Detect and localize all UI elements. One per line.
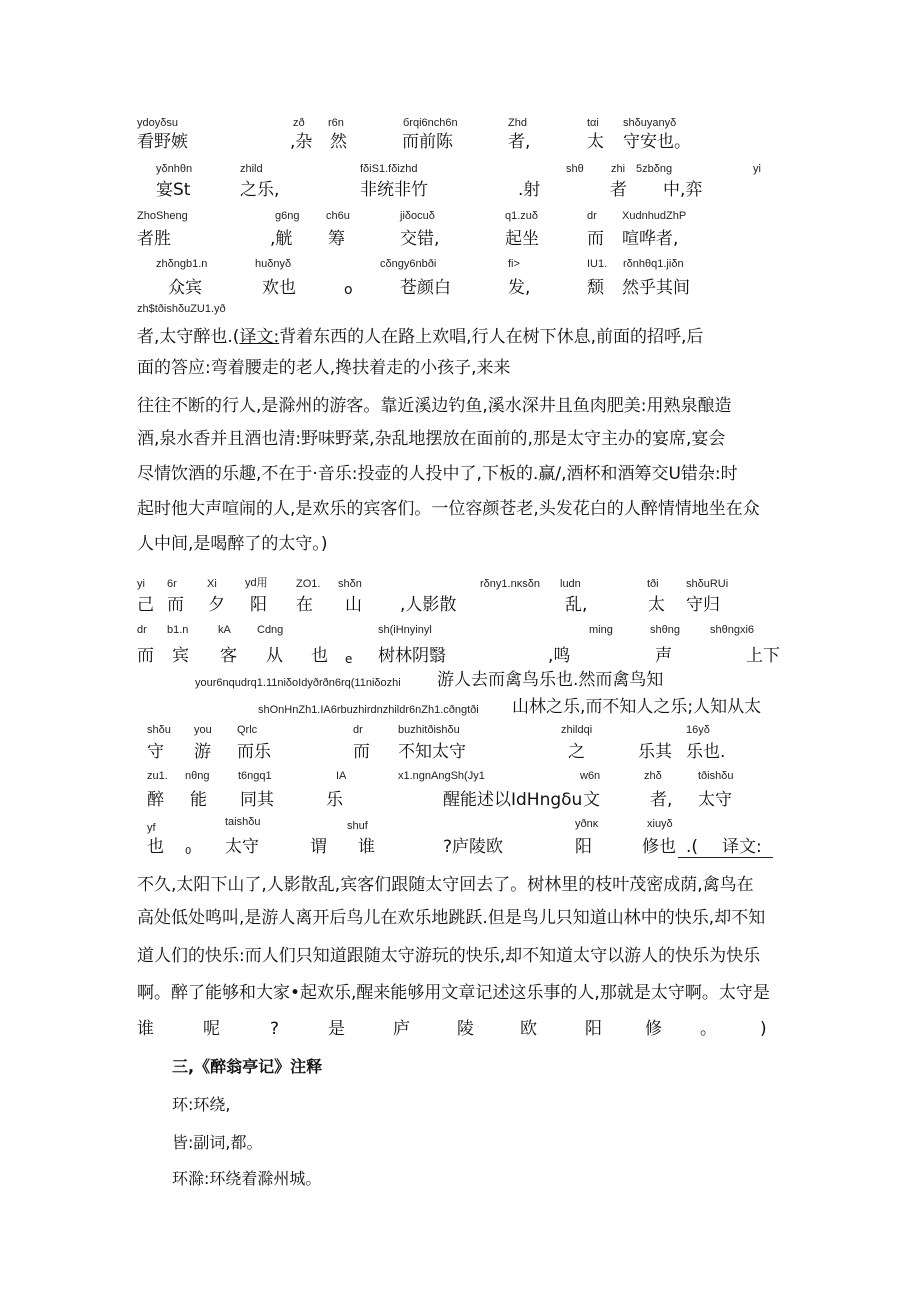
pinyin: w6n [580, 770, 601, 782]
pinyin: rδny1.nκsδn [480, 578, 540, 590]
chars: 谁 [358, 837, 375, 857]
chars: e [345, 652, 353, 666]
pinyin: Cdng [257, 624, 284, 636]
pinyin: dr [353, 724, 363, 736]
chars: 筹 [328, 229, 345, 249]
chars: 在 [296, 595, 313, 615]
pinyin: dr [587, 210, 597, 222]
char: 谁 [137, 1019, 154, 1039]
underline-rule [678, 857, 773, 858]
char: 修 [645, 1019, 662, 1039]
chars: 而 [137, 646, 154, 666]
text-line: 高处低处鸣叫,是游人离开后鸟儿在欢乐地跳跃.但是鸟儿只知道山林中的快乐,却不知 [137, 908, 766, 928]
pinyin: yi [753, 163, 761, 175]
pinyin: бrqi6nch6n [403, 117, 458, 129]
pinyin: yd用 [245, 577, 268, 589]
chars: 而 [167, 595, 184, 615]
pinyin: XudnhudZhP [622, 210, 687, 222]
pinyin: Qrlc [237, 724, 258, 736]
chars: 喧哗者, [622, 229, 679, 249]
pinyin: t6ngq1 [238, 770, 272, 782]
pinyin: zhi [611, 163, 626, 175]
chars: 不知太守 [398, 742, 466, 762]
pinyin: shδu [147, 724, 171, 736]
chars: 之 [568, 742, 585, 762]
chars: 乐 [326, 790, 343, 810]
chars: ,人影散 [400, 595, 457, 615]
chars: 交错, [400, 229, 440, 249]
pinyin: IU1. [587, 258, 608, 270]
chars: 从 [266, 646, 283, 666]
note-item: 环:环绕, [172, 1095, 231, 1114]
chars: 能 [190, 790, 207, 810]
chars: .( [686, 837, 699, 857]
chars: 太守 [698, 790, 732, 810]
chars: 宴St [156, 180, 191, 200]
chars: 也 [311, 646, 328, 666]
pinyin: zh$tðishδuZU1.yð [137, 303, 226, 315]
pinyin: ydoyδsu [137, 117, 178, 129]
chars: 发, [508, 278, 531, 298]
chars: 树林阴翳 [378, 646, 446, 666]
note-item: 皆:副词,都。 [172, 1133, 263, 1152]
char: 阳 [585, 1019, 602, 1039]
pinyin: q1.zuδ [505, 210, 539, 222]
chars: 守归 [686, 595, 720, 615]
chars: 阳 [575, 837, 592, 857]
pinyin: yf [147, 822, 156, 834]
pinyin: zhδngb1.n [156, 258, 208, 270]
pinyin: shθ [566, 163, 584, 175]
chars: 太守 [225, 837, 259, 857]
pinyin: Xi [207, 578, 217, 590]
pinyin: xiuyδ [647, 818, 673, 830]
pinyin: shOnHnZh1.IA6rbuzhirdnzhildr6nZh1.cðngtði [258, 704, 479, 716]
text-line: 人中间,是喝醉了的太守。) [137, 534, 328, 554]
pinyin: yi [137, 578, 145, 590]
chars: 夕 [208, 595, 225, 615]
pinyin: zhildqi [561, 724, 593, 736]
chars: 众宾 [168, 278, 202, 298]
pinyin: shθng [650, 624, 680, 636]
chars: 修也 [642, 837, 676, 857]
chars: 而乐 [237, 742, 271, 762]
chars: 然 [330, 132, 347, 152]
char: ) [760, 1019, 767, 1039]
pinyin: tði [647, 578, 659, 590]
pinyin: 5zbδng [636, 163, 673, 175]
chars: 谓 [310, 837, 327, 857]
pinyin: g6ng [275, 210, 300, 222]
pinyin: yδnhθn [156, 163, 193, 175]
pinyin: nθng [185, 770, 210, 782]
chars: 醉 [147, 790, 164, 810]
pinyin: ludn [560, 578, 581, 590]
chars: 非统非竹 [360, 180, 428, 200]
pinyin: sh(iHnyinуl [378, 624, 432, 636]
section-heading: 三,《醉翁亭记》注释 [172, 1057, 323, 1076]
chars: 而 [353, 742, 370, 762]
chars: 文 [583, 790, 600, 810]
pinyin: shδuyanyδ [623, 117, 677, 129]
pinyin: yðnκ [575, 818, 599, 830]
pinyin: ZhoSheng [137, 210, 188, 222]
pinyin: zð [293, 117, 305, 129]
pinyin: 16yδ [686, 724, 710, 736]
chars: 译文: [722, 837, 762, 857]
chars: 看野嫉 [137, 132, 188, 152]
chars: 者, [508, 132, 531, 152]
pinyin: huδnyδ [255, 258, 292, 270]
char: 。 [700, 1019, 717, 1039]
chars: 者胜 [137, 229, 171, 249]
pinyin: 6r [167, 578, 177, 590]
text-line: 酒,泉水香并且酒也清:野味野菜,杂乱地摆放在面前的,那是太守主办的宴席,宴会 [137, 429, 726, 449]
pinyin: rδnhθq1.jiδn [623, 258, 684, 270]
chars: 乐也. [686, 742, 726, 762]
pinyin: jiδocuδ [400, 210, 435, 222]
char: 是 [328, 1019, 345, 1039]
pinyin: ch6u [326, 210, 350, 222]
pinyin: Zhd [508, 117, 527, 129]
chars: 游 [194, 742, 211, 762]
chars: 者, [650, 790, 673, 810]
chars: 0 [185, 846, 192, 857]
chars: 同其 [240, 790, 274, 810]
pinyin: shuf [347, 820, 368, 832]
pinyin: shθngxi6 [710, 624, 755, 636]
chars: ,杂 [290, 132, 313, 152]
chars: 也 [147, 837, 164, 857]
char: ? [270, 1019, 280, 1039]
chars: o [344, 282, 353, 298]
text-line: 起时他大声喧闹的人,是欢乐的宾客们。一位容颜苍老,头发花白的人醉情情地坐在众 [137, 499, 760, 519]
text-line: 不久,太阳下山了,人影散乱,宾客们跟随太守回去了。树林里的枝叶茂密成荫,禽鸟在 [137, 875, 754, 895]
text-line: 往往不断的行人,是滁州的游客。靠近溪边钓鱼,溪水深井且鱼肉肥美:用熟泉酿造 [137, 396, 732, 416]
pinyin: fδiS1.fδizhd [360, 163, 418, 175]
chars: ,觥 [270, 229, 293, 249]
text-line: 尽情饮酒的乐趣,不在于·音乐:投壶的人投中了,下板的.赢/,酒杯和酒筹交U错杂:时 [137, 464, 738, 484]
pinyin: zhδ [644, 770, 662, 782]
pinyin: tαi [587, 117, 599, 129]
chars: 太 [648, 595, 665, 615]
chars: 而 [587, 229, 604, 249]
pinyin: tðishδu [698, 770, 734, 782]
chars: 苍颜白 [400, 278, 451, 298]
pinyin: ming [589, 624, 613, 636]
char: 欧 [520, 1019, 537, 1039]
pinyin: x1.ngnAngSh(Jy1 [398, 770, 485, 782]
chars: 守 [147, 742, 164, 762]
chars: 游人去而禽鸟乐也.然而禽鸟知 [437, 670, 664, 690]
chars: 乱, [565, 595, 588, 615]
chars: ,鸣 [548, 646, 571, 666]
text-line: 道人们的快乐:而人们只知道跟随太守游玩的快乐,却不知道太守以游人的快乐为快乐 [137, 946, 761, 966]
chars: 宾 [172, 646, 189, 666]
pinyin: zu1. [147, 770, 168, 782]
chars: 阳 [250, 595, 267, 615]
pinyin: IA [336, 770, 347, 782]
pinyin: kA [218, 624, 231, 636]
char: 庐 [393, 1019, 410, 1039]
text-line: 者,太守醉也.(译文:背着东西的人在路上欢唱,行人在树下休息,前面的招呼,后 [137, 327, 704, 347]
pinyin: fi> [508, 258, 520, 270]
chars: 欢也 [262, 278, 296, 298]
pinyin: you [194, 724, 212, 736]
pinyin: buzhitðishδu [398, 724, 460, 736]
chars: 己 [137, 595, 154, 615]
chars: 之乐, [240, 180, 280, 200]
pinyin: zhild [240, 163, 263, 175]
chars: 而前陈 [402, 132, 453, 152]
chars: 起坐 [505, 229, 539, 249]
pinyin: your6nqudrq1.11niδoIdyðrðn6rq(11niδozhi [195, 677, 401, 689]
chars: 者 [610, 180, 627, 200]
chars: .射 [518, 180, 541, 200]
chars: 上下 [746, 646, 780, 666]
chars: ?庐陵欧 [443, 837, 504, 857]
chars: 颓 [587, 278, 604, 298]
pinyin: dr [137, 624, 147, 636]
note-item: 环滁:环绕着滁州城。 [172, 1169, 322, 1188]
chars: 中,弈 [663, 180, 703, 200]
chars: 乐其 [638, 742, 672, 762]
chars: 醒能述以IdHngδu [443, 790, 583, 810]
pinyin: cδngy6nbði [380, 258, 437, 270]
chars: 守安也。 [623, 132, 691, 152]
chars: 太 [587, 132, 604, 152]
pinyin: r6n [328, 117, 344, 129]
pinyin: shδn [338, 578, 362, 590]
chars: 声 [655, 646, 672, 666]
chars: 山 [345, 595, 362, 615]
char: 陵 [457, 1019, 474, 1039]
chars: 然乎其间 [622, 278, 690, 298]
char: 呢 [203, 1019, 220, 1039]
pinyin: ZO1. [296, 578, 321, 590]
chars: 客 [220, 646, 237, 666]
pinyin: b1.n [167, 624, 189, 636]
pinyin: shδuRUi [686, 578, 729, 590]
pinyin: taishδu [225, 816, 261, 828]
text-line: 啊。醉了能够和大家•起欢乐,醒来能够用文章记述这乐事的人,那就是太守啊。太守是 [137, 983, 770, 1003]
text-line: 面的答应:弯着腰走的老人,搀扶着走的小孩子,来来 [137, 358, 511, 378]
chars: 山林之乐,而不知人之乐;人知从太 [512, 697, 762, 717]
